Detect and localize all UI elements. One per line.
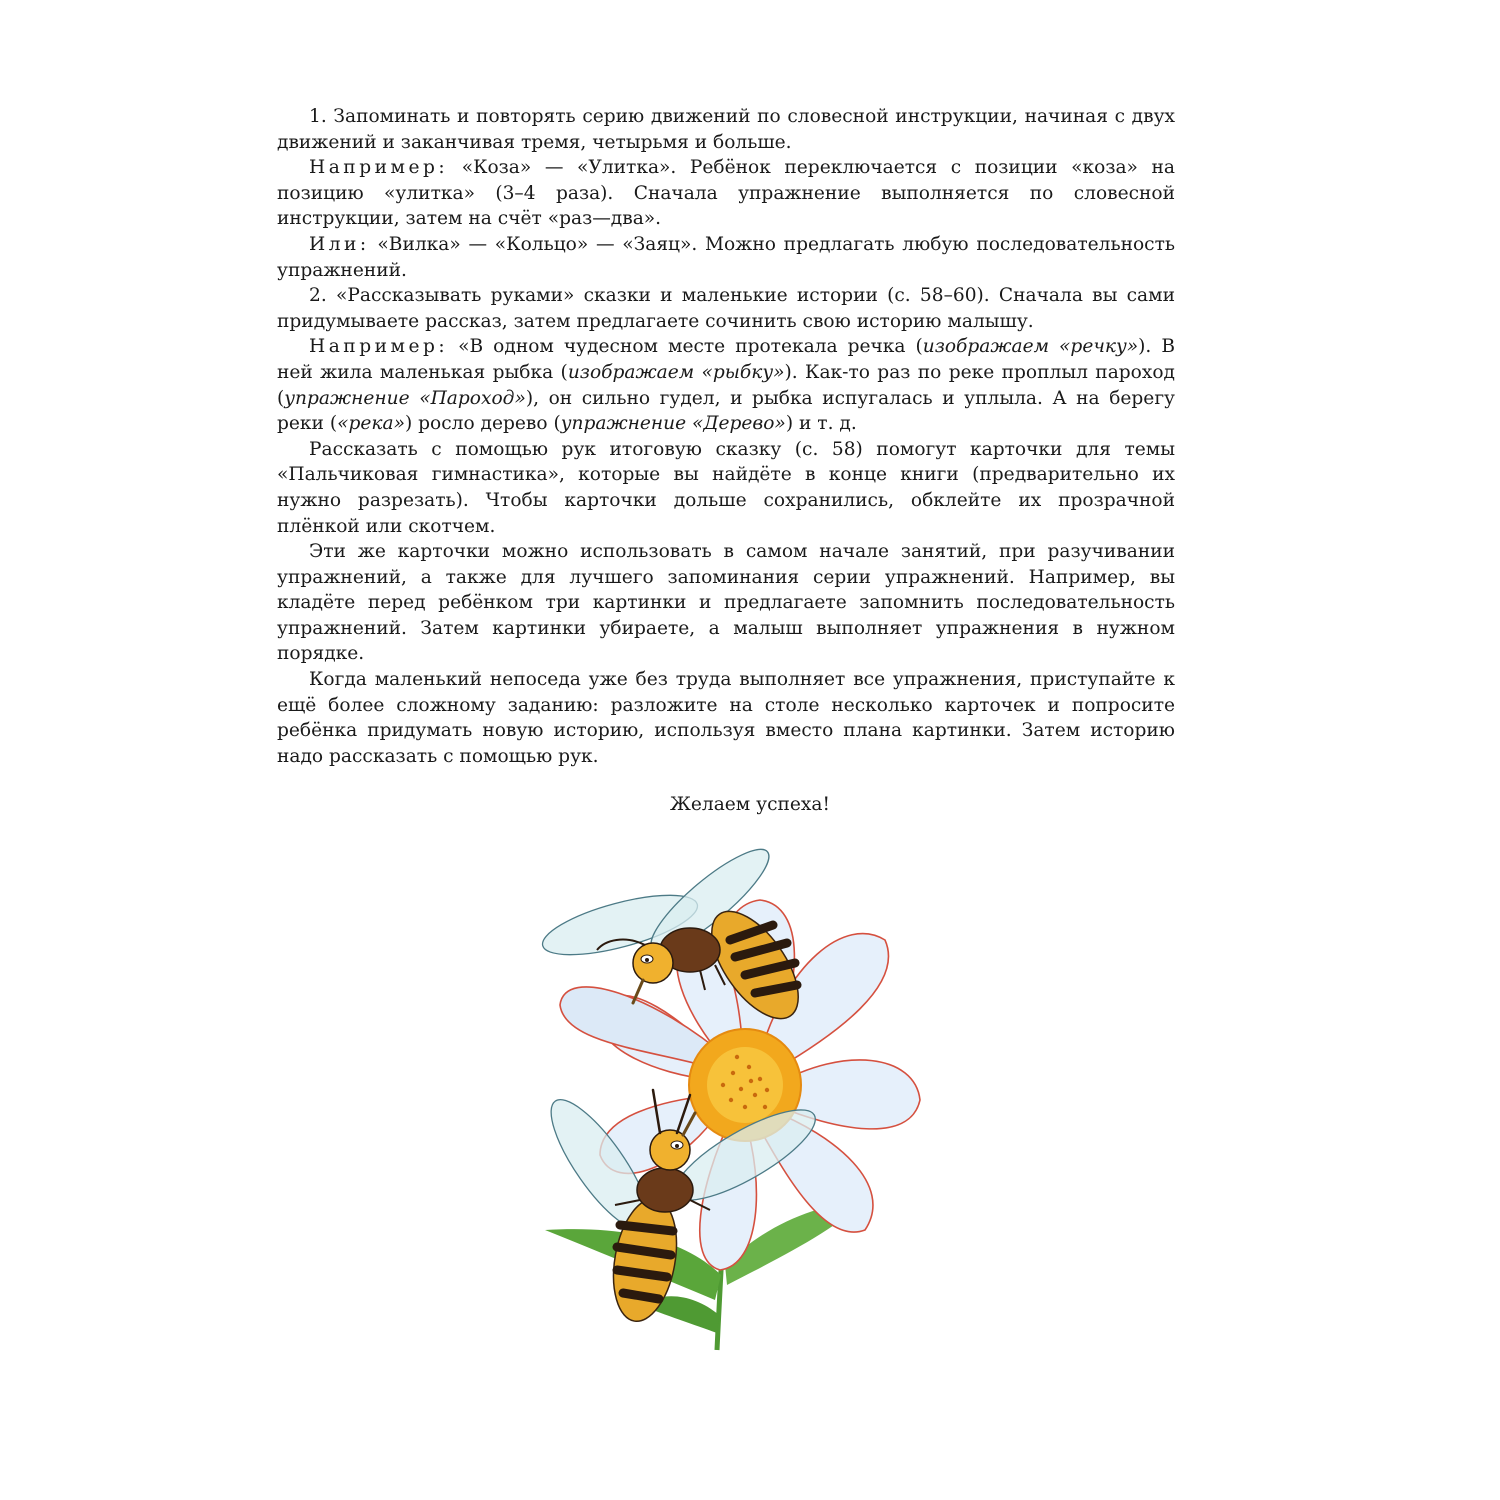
example-lead: Или: [309, 233, 370, 255]
paragraph [277, 437, 1175, 539]
paragraph [277, 104, 1175, 155]
italic-note: «река» [337, 413, 405, 435]
bees-on-flower-illustration [505, 845, 935, 1365]
paragraph-text: Рассказать с помощью рук итоговую сказку (с. 58) помогут карточки для темы «Пальчиковая гимнастика», которые вы найдёте в конце книги (предварительно их нужно разрезать). Чтобы карточки дольше сохранились, обклейте их прозрачной плёнкой или скотчем. [277, 438, 1175, 537]
paragraph-text: «Вилка» — «Кольцо» — «Заяц». Можно предлагать любую последовательность упражнений. [277, 233, 1175, 281]
italic-note: упражнение «Дерево» [560, 413, 786, 435]
paragraph-text: ) росло дерево ( [404, 413, 561, 435]
paragraph [277, 334, 1175, 436]
example-lead: Например: [309, 336, 449, 358]
paragraph-text: Эти же карточки можно использовать в самом начале занятий, при разучивании упражнений, а также для лучшего запоминания серии упражнений. Например, вы кладёте перед ребёнком три картинки и предлагаете запомнить последовательность упражнений. Затем картинки убираете, а малыш выполняет упражнения в нужном порядке. [277, 541, 1175, 665]
paragraph-text: «Коза» — «Улитка». Ребёнок переключается с позиции «коза» на позицию «улитка» (3–4 раза). Сначала упражнение выполняется по словесной инструкции, затем на счёт «раз—два». [277, 157, 1175, 230]
paragraph [277, 667, 1175, 769]
paragraph-text: «В одном чудесном месте протекала речка ( [448, 336, 923, 358]
paragraph-text: ), он сильно гудел, и рыбка испугалась и уплыла. А на берегу реки ( [277, 387, 1175, 435]
paragraph-text: 1. Запоминать и повторять серию движений по словесной инструкции, начиная с двух движений и заканчивая тремя, четырьмя и больше. [277, 106, 1175, 153]
paragraph [277, 232, 1175, 283]
head [633, 943, 673, 983]
paragraph [277, 155, 1175, 232]
paragraph-text: Когда маленький непоседа уже без труда выполняет все упражнения, приступайте к ещё более сложному заданию: разложите на столе несколько карточек и попросите ребёнка придумать новую историю, используя вместо плана картинки. Затем историю надо рассказать с помощью рук. [277, 669, 1175, 767]
closing-wish: Желаем успеха! [670, 794, 830, 815]
paragraph-text: ). В ней жила маленькая рыбка ( [277, 336, 1175, 383]
paragraph [277, 539, 1175, 667]
italic-note: изображаем «речку» [922, 336, 1139, 358]
paragraph-text: 2. «Рассказывать руками» сказки и маленькие истории (с. 58–60). Сначала вы сами придумываете рассказ, затем предлагаете сочинить свою историю малышу. [277, 285, 1175, 332]
paragraph-text: ). Как-то раз по реке проплыл пароход ( [277, 361, 1176, 409]
italic-note: упражнение «Пароход» [284, 387, 526, 409]
bee-bottom [536, 1087, 827, 1326]
paragraph-text: ) и т. д. [785, 413, 857, 435]
body-text [277, 104, 1175, 769]
example-lead: Например: [309, 157, 449, 179]
italic-note: изображаем «рыбку» [567, 361, 785, 383]
thorax [637, 1168, 693, 1212]
paragraph [277, 283, 1175, 334]
